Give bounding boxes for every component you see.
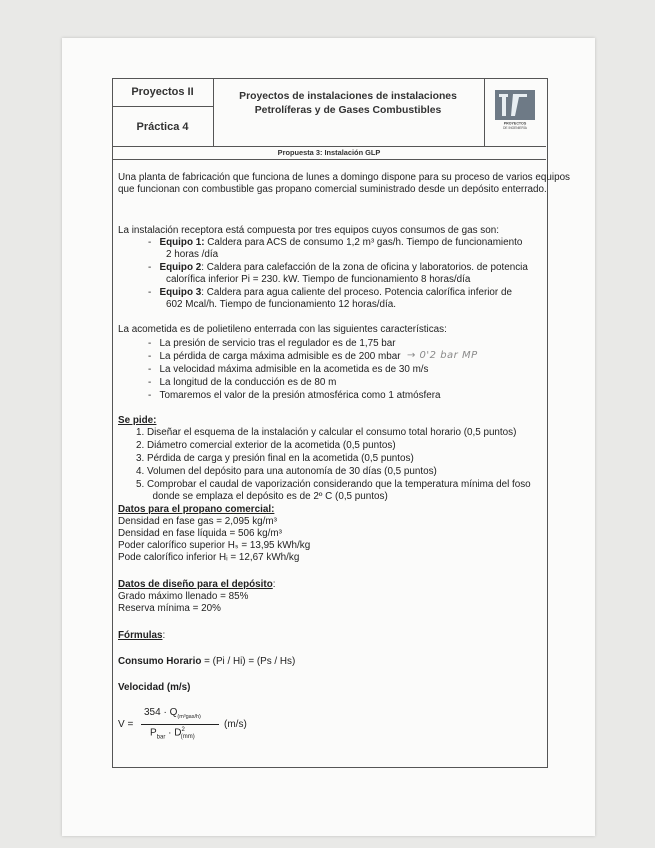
- acometida-item-2: - La pérdida de carga máxima admisible es de 200 mbar: [148, 351, 401, 362]
- propane-line-3: Poder calorífico superior Hₛ = 13,95 kWh/kg: [118, 540, 311, 551]
- acometida-lead: La acometida es de polietileno enterrada con las siguientes características:: [118, 324, 447, 335]
- deposit-line-2: Reserva mínima = 20%: [118, 603, 221, 614]
- ask-item-4: 4. Volumen del depósito para una autonomía de 30 días (0,5 puntos): [136, 466, 437, 477]
- velocidad-title: Velocidad (m/s): [118, 682, 191, 693]
- ask-item-3: 3. Pérdida de carga y presión final en la acometida (0,5 puntos): [136, 453, 414, 464]
- logo-text-1: PROYECTOS: [503, 121, 527, 126]
- course-name: Proyectos II: [112, 78, 213, 107]
- v-denominator: $P_{bar} \cdot D^2_{(mm)}$: [150, 727, 195, 741]
- fraction-bar: [141, 724, 219, 725]
- formulas-title: Fórmulas:: [118, 630, 166, 641]
- installation-item-3: - Equipo 3: Caldera para agua caliente del proceso. Potencia calorífica inferior de: [148, 287, 512, 298]
- installation-lead: La instalación receptora está compuesta por tres equipos cuyos consumos de gas son:: [118, 225, 499, 236]
- handwritten-annotation: → 0'2 bar MP: [407, 350, 478, 361]
- v-numerator: $354 \cdot Q_{(m^3gas/h)}$: [144, 707, 201, 720]
- v-units: (m/s): [224, 719, 247, 730]
- department-logo: [495, 90, 535, 130]
- consumo-formula: Consumo Horario = (Pi / Hi) = (Ps / Hs): [118, 656, 296, 667]
- installation-item-3-cont: 602 Mcal/h. Tiempo de funcionamiento 12 horas/día.: [166, 299, 397, 310]
- ask-item-5: 5. Comprobar el caudal de vaporización considerando que la temperatura mínima del foso: [136, 479, 531, 490]
- propane-line-2: Densidad en fase líquida = 506 kg/m³: [118, 528, 282, 539]
- proposal-title: Propuesta 3: Instalación GLP: [277, 148, 381, 157]
- velocity-formula: [118, 705, 318, 753]
- installation-item-2-cont: calorífica inferior Pi = 230. kW. Tiempo de funcionamiento 8 horas/día: [166, 274, 471, 285]
- ask-item-1: 1. Diseñar el esquema de la instalación y calcular el consumo total horario (0,5 puntos): [136, 427, 517, 438]
- installation-item-1: - Equipo 1: Caldera para ACS de consumo 1,2 m³ gas/h. Tiempo de funcionamiento: [148, 237, 523, 248]
- document-title: [214, 90, 482, 118]
- practice-name: Práctica 4: [136, 120, 189, 133]
- deposit-title: Datos de diseño para el depósito:: [118, 579, 276, 590]
- propane-line-1: Densidad en fase gas = 2,095 kg/m³: [118, 516, 277, 527]
- proposal-divider: [112, 159, 546, 160]
- ask-item-2: 2. Diámetro comercial exterior de la acometida (0,5 puntos): [136, 440, 396, 451]
- acometida-item-4: - La longitud de la conducción es de 80 m: [148, 377, 337, 388]
- propane-title: Datos para el propano comercial:: [118, 504, 275, 515]
- title-line-1: Proyectos de instalaciones de instalaciones: [239, 91, 457, 102]
- propane-line-4: Pode calorífico inferior Hᵢ = 12,67 kWh/kg: [118, 552, 300, 563]
- ask-item-5-cont: donde se emplaza el depósito es de 2º C (0,5 puntos): [136, 491, 388, 502]
- installation-item-2: - Equipo 2: Caldera para calefacción de la zona de oficina y laboratorios. de potencia: [148, 262, 528, 273]
- intro-paragraph: Una planta de fabricación que funciona de lunes a domingo dispone para su proceso de varios equipos que funcionan con combustible gas propano comercial suministrado desde un depósito enterrado.: [118, 172, 570, 195]
- title-line-2: Petrolíferas y de Gases Combustibles: [254, 105, 442, 116]
- header-left-cell: [112, 78, 214, 146]
- installation-item-1-cont: 2 horas /día: [166, 249, 219, 260]
- logo-text-2: DE INGENIERÍA: [503, 125, 527, 130]
- v-lhs: V =: [118, 719, 134, 730]
- deposit-line-1: Grado máximo llenado = 85%: [118, 591, 249, 602]
- header-logo-cell: [484, 78, 547, 146]
- acometida-item-5: - Tomaremos el valor de la presión atmosférica como 1 atmósfera: [148, 390, 441, 401]
- acometida-item-3: - La velocidad máxima admisible en la acometida es de 30 m/s: [148, 364, 429, 375]
- acometida-item-1: - La presión de servicio tras el regulador es de 1,75 bar: [148, 338, 396, 349]
- asks-title: Se pide:: [118, 415, 157, 426]
